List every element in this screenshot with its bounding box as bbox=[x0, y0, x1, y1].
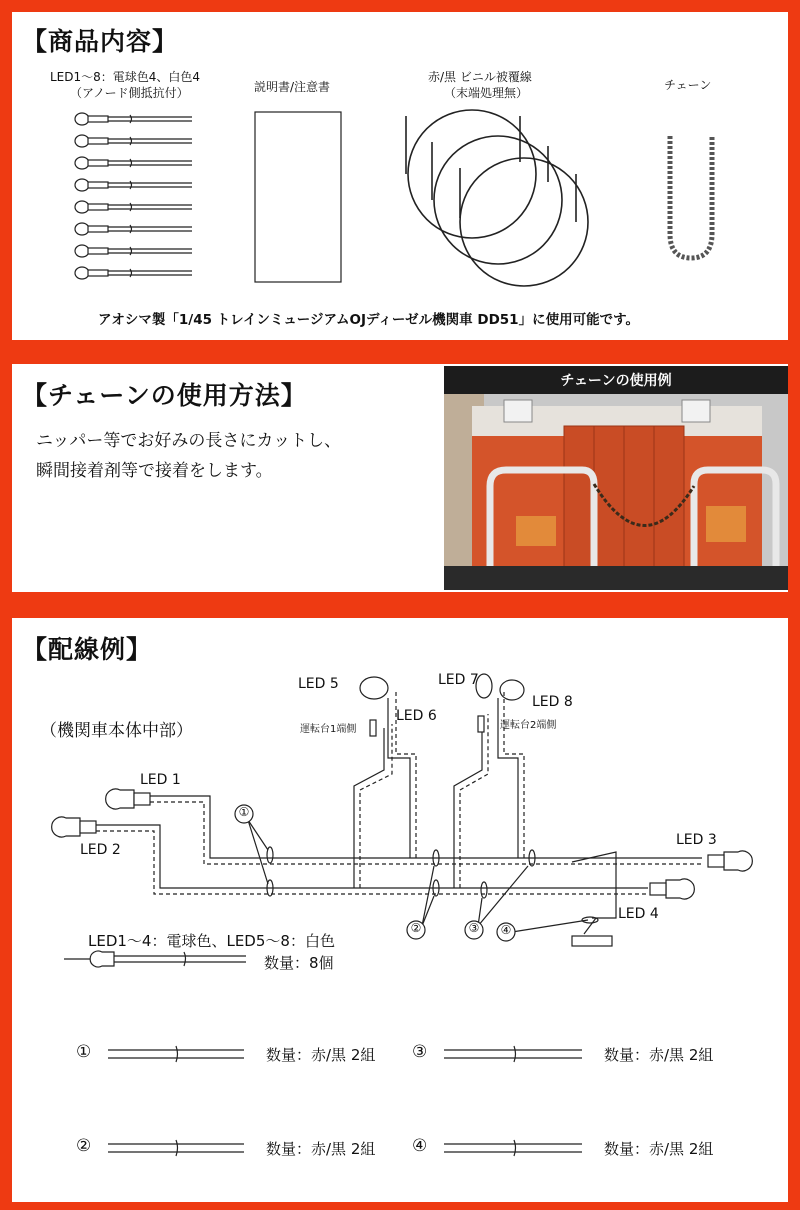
manual-illustration bbox=[255, 112, 341, 282]
led-qty: 数量：8個 bbox=[264, 954, 334, 972]
contents-illustration bbox=[12, 12, 788, 312]
led-sublabel: （アノード側抵抗付） bbox=[70, 86, 189, 100]
product-contents-panel bbox=[12, 12, 788, 340]
chain-usage-line1: ニッパー等でお好みの長さにカットし、 bbox=[36, 431, 342, 451]
wire-item-2-marker: ② bbox=[76, 1136, 92, 1156]
led4-label: LED 4 bbox=[618, 906, 659, 922]
wire-item-3-qty: 数量：赤/黒 2組 bbox=[604, 1046, 714, 1064]
led-spec: LED1～4：電球色、LED5～8：白色 bbox=[88, 932, 335, 950]
marker-3: ③ bbox=[468, 921, 480, 935]
chain-usage-photo bbox=[444, 366, 788, 590]
wire-coils-illustration bbox=[406, 110, 588, 286]
wire-item-1-marker: ① bbox=[76, 1042, 92, 1062]
cab2-label: 運転台2端側 bbox=[500, 720, 557, 731]
manual-label: 説明書/注意書 bbox=[254, 80, 331, 94]
chain-label: チェーン bbox=[664, 78, 712, 92]
led3-label: LED 3 bbox=[676, 832, 717, 848]
led7-label: LED 7 bbox=[438, 672, 479, 688]
led8-label: LED 8 bbox=[532, 694, 573, 710]
wire-item-4-qty: 数量：赤/黒 2組 bbox=[604, 1140, 714, 1158]
led-label: LED1～8：電球色4、白色4 bbox=[50, 70, 201, 84]
wiring-subtitle: （機関車本体中部） bbox=[40, 721, 193, 741]
chain-usage-heading: 【チェーンの使用方法】 bbox=[22, 381, 307, 410]
wire-item-2-qty: 数量：赤/黒 2組 bbox=[266, 1140, 376, 1158]
chain-usage-line2: 瞬間接着剤等で接着をします。 bbox=[36, 461, 273, 481]
marker-2: ② bbox=[410, 921, 422, 935]
led6-label: LED 6 bbox=[396, 708, 437, 724]
wiring-example-panel bbox=[12, 618, 788, 1202]
chain-usage-panel bbox=[12, 364, 788, 592]
wire-label: 赤/黒 ビニル被覆線 bbox=[428, 70, 532, 84]
led-illustration-group bbox=[75, 113, 192, 279]
wire-item-1-qty: 数量：赤/黒 2組 bbox=[266, 1046, 376, 1064]
wire-sublabel: （末端処理無） bbox=[444, 86, 529, 100]
marker-4: ④ bbox=[500, 923, 512, 937]
led1-label: LED 1 bbox=[140, 772, 181, 788]
led5-label: LED 5 bbox=[298, 676, 339, 692]
contents-heading: 【商品内容】 bbox=[22, 27, 179, 56]
led2-label: LED 2 bbox=[80, 842, 121, 858]
photo-caption: チェーンの使用例 bbox=[560, 373, 672, 389]
wire-item-4-marker: ④ bbox=[412, 1136, 428, 1156]
wiring-heading: 【配線例】 bbox=[22, 635, 153, 664]
chain-illustration bbox=[670, 136, 712, 258]
wiring-diagram bbox=[12, 618, 788, 1202]
compatibility-note: アオシマ製「1/45 トレインミュージアムOJディーゼル機関車 DD51」に使用可能です。 bbox=[98, 312, 639, 328]
marker-1: ① bbox=[238, 805, 250, 819]
cab1-label: 運転台1端側 bbox=[300, 724, 357, 735]
wire-item-3-marker: ③ bbox=[412, 1042, 428, 1062]
